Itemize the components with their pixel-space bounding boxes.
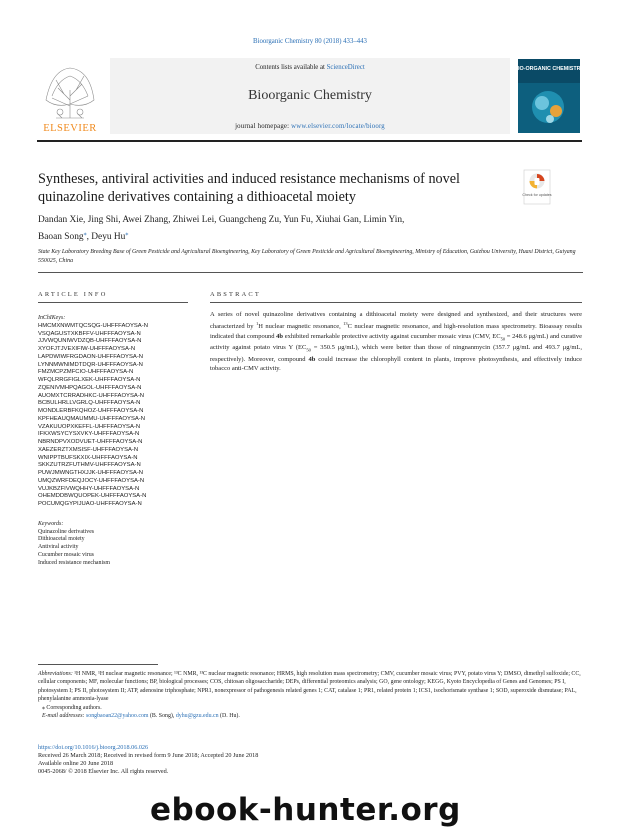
inchikey-item: NBRNDPVXODVUET-UHFFFAOYSA-N xyxy=(38,439,143,445)
footnote-divider xyxy=(38,664,158,665)
abstract-text xyxy=(210,310,582,374)
inchikey-item: JJVWQUNIWVDZQB-UHFFFAOYSA-N xyxy=(38,338,142,345)
keyword-item: Cucumber mosaic virus xyxy=(38,551,94,558)
inchikey-item: VZAKUUOPXKEFFL-UHFFFAOYSA-N xyxy=(38,423,141,430)
copyright: 0045-2068/ © 2018 Elsevier Inc. All rights reserved. xyxy=(38,768,169,775)
inchikey-item: OHEMDDBWQUOPEK-UHFFFAOYSA-N xyxy=(38,493,147,500)
journal-name: Bioorganic Chemistry xyxy=(248,88,372,103)
inchikey-item: MONDLERBFKQHOZ-UHFFFAOYSA-N xyxy=(38,408,144,414)
inchikey-item: FMZMCPZMFCIO-UHFFFAOYSA-N xyxy=(38,369,134,376)
contents-line xyxy=(110,64,510,71)
keywords-label: Keywords: xyxy=(38,520,64,527)
abbreviations xyxy=(38,670,583,704)
author-affiliation: State Key Laboratory Breeding Base of Green Pesticide and Agricultural Bioengineering, Key Laboratory of Green Pesticide and Agricultural Bioengineering, Ministry of Education, Guizhou University, Huaxi District, Guiyang 550025, China xyxy=(38,249,576,264)
crossmark-icon xyxy=(524,170,550,204)
author-list xyxy=(38,213,538,244)
publication-info xyxy=(38,744,338,776)
inchikey-item: XYOFJTJVEXIFIW-UHFFFAOYSA-N xyxy=(38,346,136,352)
abstract-heading: ABSTRACT xyxy=(210,291,261,298)
journal-cover-thumbnail[interactable] xyxy=(514,59,584,133)
journal-reference[interactable]: Bioorganic Chemistry 80 (2018) 433–443 xyxy=(253,38,367,45)
email-prefix: E-mail addresses: xyxy=(42,713,86,720)
inchikey-item: PUWJMWNGTHXJJK-UHFFFAOYSA-N xyxy=(38,470,144,476)
inchikey-item: BCBULHRLLVGRLQ-UHFFFAOYSA-N xyxy=(38,400,141,407)
abstract-divider xyxy=(210,302,582,303)
elsevier-logo xyxy=(38,60,102,134)
article-title: Syntheses, antiviral activities and induced resistance mechanisms of novel quinazoline derivatives containing a dithioacetal moiety xyxy=(38,171,460,205)
available-online: Available online 20 June 2018 xyxy=(38,760,114,767)
abstract-part-2: H nuclear magnetic resonance, xyxy=(258,323,344,331)
email-hu-link[interactable]: dyhu@gzu.edu.cn xyxy=(175,713,219,720)
inchikey-item: WFQLRRGFIGLXEK-UHFFFAOYSA-N xyxy=(38,377,141,383)
keyword-item: Antiviral activity xyxy=(38,544,79,550)
affiliation-divider xyxy=(38,272,583,273)
sup-13: 13 xyxy=(343,321,348,327)
inchikey-item: AUOMXTCRRADHKC-UHFFFAOYSA-N xyxy=(38,392,145,399)
inchikey-item: IFKXWSYCYSXVKY-UHFFFAOYSA-N xyxy=(38,431,140,438)
abbreviations-label: Abbreviations: xyxy=(38,671,73,677)
inchikey-item: SKKZUTRZFUTHMV-UHFFFAOYSA-N xyxy=(38,462,141,469)
header-divider xyxy=(37,140,582,142)
abstract-part-5: = 248.6 μg/mL) and curative activity against potato virus Y (EC xyxy=(210,332,583,352)
author-hu-mark[interactable]: ⁎ xyxy=(125,231,129,237)
inchikeys-list xyxy=(38,323,188,509)
email-hu-name: (D. Hu). xyxy=(218,713,240,720)
homepage-prefix: journal homepage: xyxy=(235,123,292,130)
sciencedirect-link[interactable]: ScienceDirect xyxy=(326,64,365,71)
elsevier-tree-icon xyxy=(38,60,102,134)
journal-homepage xyxy=(110,123,510,130)
article-info-list xyxy=(38,315,188,567)
email-song-name: (B. Song), xyxy=(148,713,176,720)
footnotes xyxy=(38,670,583,720)
abstract-part-3: C nuclear magnetic resonance, and high-resolution mass spectrometry. Bioassay results indicated that compound xyxy=(210,323,583,340)
abstract-part-6: = 350.5 μg/mL), which were better than those of ningnanmycin (357.7 μg/mL and 493.7 μg/mL, respectively). Moreover, compound xyxy=(210,344,582,363)
inchikeys-label: InChIKeys: xyxy=(38,315,66,321)
email-addresses xyxy=(38,712,583,720)
article-info-divider xyxy=(38,302,188,303)
sup-1: 1 xyxy=(255,321,259,327)
contents-prefix: Contents lists available at xyxy=(255,64,327,71)
abstract-part-7: could increase the chlorophyll content in plants, improve photosynthesis, and effectively induce tobacco anti-CMV activity. xyxy=(210,355,582,373)
keyword-item: Dithioacetal moiety xyxy=(38,536,85,543)
article-info-heading: ARTICLE INFO xyxy=(38,291,108,298)
inchikey-item: UMQZWRFDEQJOCY-UHFFFAOYSA-N xyxy=(38,477,145,484)
inchikey-item: LYNNMWNIMDTDQR-UHFFFAOYSA-N xyxy=(38,361,143,368)
keyword-item: Induced resistance mechanism xyxy=(38,559,110,566)
inchikey-item: KPFHEAUQMAUMMU-UHFFFAOYSA-N xyxy=(38,415,146,422)
cover-art-icon xyxy=(514,59,584,133)
abbreviations-text: ¹H NMR, ¹H nuclear magnetic resonance; ¹³C NMR, ¹³C nuclear magnetic resonance; HRMS, high resolution mass spectrometry; CMV, cucumber mosaic virus; PVY, potato virus Y; DMSO, dimethyl sulfoxide; CC, cellular components; MF, molecular functions; BP, biological processes; COS, chitosan oligosaccharide; DEPs, differential proteomics analysis; GO, gene ontology; KEGG, Kyoto Encyclopedia of Genes and Genomes; PS I, photosystem I; PS II, photosystem II; ATP, adenosine triphosphate; NPR1, nonexpressor of pathogenesis related genes 1; CAT, catalase 1; PR1, related protein 1; ICS1, isochorismate synthase 1; SOD, superoxide dismutase; PAL, phenylalanine ammonia-lyase xyxy=(38,671,581,703)
watermark-text: ebook-hunter.org xyxy=(150,792,461,828)
corresponding-note: ⁎ Corresponding authors. xyxy=(42,704,102,711)
homepage-link[interactable]: www.elsevier.com/locate/bioorg xyxy=(291,123,385,130)
keywords-list xyxy=(38,529,188,568)
inchikey-item: ZQENIVMHPQAGOL-UHFFFAOYSA-N xyxy=(38,384,142,391)
elsevier-wordmark: ELSEVIER xyxy=(43,123,97,134)
author-song[interactable]: Baoan Song xyxy=(38,232,84,243)
inchikey-item: VSQAGUSTXKBFFV-UHFFFAOYSA-N xyxy=(38,330,141,337)
cover-title: BIO-ORGANIC CHEMISTRY xyxy=(514,66,584,72)
sub-50-a: 50 xyxy=(500,336,506,342)
inchikey-item: VUJKBZFIVWQHHY-UHFFFAOYSA-N xyxy=(38,485,140,492)
inchikey-item: LAPDWIWFRGDAON-UHFFFAOYSA-N xyxy=(38,353,144,360)
inchikey-item: WNIPPTBUFSKXIX-UHFFFAOYSA-N xyxy=(38,454,138,461)
abstract-part-4: exhibited remarkable protective activity against cucumber mosaic virus (CMV, EC xyxy=(283,332,501,340)
compound-4b: 4b xyxy=(276,332,284,340)
authors-line-1: Dandan Xie, Jing Shi, Awei Zhang, Zhiwei Lei, Guangcheng Zu, Yun Fu, Xiuhai Gan, Limin Yin, xyxy=(38,215,405,225)
author-song-mark[interactable]: ⁎ xyxy=(83,231,87,237)
author-hu[interactable]: , Deyu Hu xyxy=(86,232,126,243)
authors-line-2 xyxy=(38,227,538,244)
keyword-item: Quinazoline derivatives xyxy=(38,528,95,535)
doi-link[interactable]: https://doi.org/10.1016/j.bioorg.2018.06.026 xyxy=(38,744,149,751)
inchikey-item: XAEZERZTXMSISF-UHFFFAOYSA-N xyxy=(38,446,139,453)
check-for-updates-badge[interactable] xyxy=(524,170,550,204)
sub-50-b: 50 xyxy=(306,347,311,353)
received-dates: Received 26 March 2018; Received in revised form 9 June 2018; Accepted 20 June 2018 xyxy=(38,752,259,759)
inchikey-item: HMCMXNWMTQCSQG-UHFFFAOYSA-N xyxy=(38,322,148,329)
crossmark-label: Check for updates xyxy=(522,193,552,197)
abstract-part-1: A series of novel quinazoline derivatives containing a dithioacetal moiety were designed and synthesized, and their structures were characterized by xyxy=(210,311,582,331)
email-song-link[interactable]: songbaoan22@yahoo.com xyxy=(85,713,149,720)
compound-4b-2: 4b xyxy=(308,355,316,363)
inchikey-item: POCUMQGYPIJUAO-UHFFFAOYSA-N xyxy=(38,501,142,507)
